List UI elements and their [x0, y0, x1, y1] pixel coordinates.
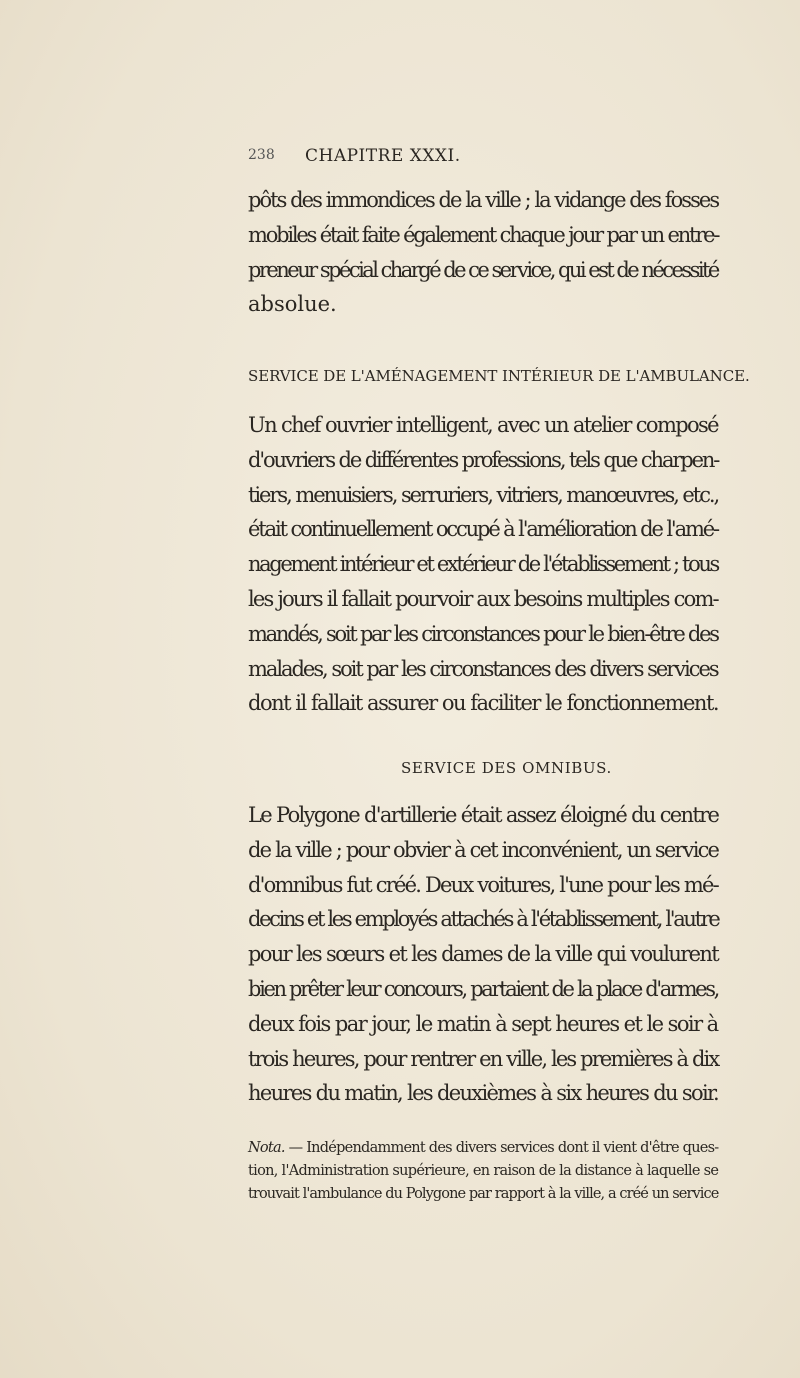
text-line: decins et les employés attachés à l'établissement, l'autre	[248, 907, 719, 932]
text-line: malades, soit par les circonstances des divers services	[248, 656, 718, 681]
footnote-text: — Indépendamment des divers services dont il vient d'être ques-	[284, 1140, 719, 1156]
text-line: mandés, soit par les circonstances pour le bien-être des	[248, 621, 718, 646]
text-line: d'omnibus fut créé. Deux voitures, l'une pour les mé-	[248, 872, 718, 897]
text-line: preneur spécial chargé de ce service, qui est de nécessité	[248, 257, 718, 282]
footnote-line: trouvait l'ambulance du Polygone par rapport à la ville, a créé un service	[248, 1186, 719, 1202]
footnote-label: Nota.	[248, 1140, 285, 1156]
footnote-line	[248, 1137, 718, 1160]
text-line: nagement intérieur et extérieur de l'établissement ; tous	[248, 552, 718, 577]
text-line: dont il fallait assurer ou faciliter le fonctionnement.	[248, 691, 719, 716]
footnote-nota	[248, 1137, 718, 1206]
paragraph-amenagement	[248, 408, 718, 721]
text-line: Un chef ouvrier intelligent, avec un atelier composé	[248, 413, 718, 437]
text-line: deux fois par jour, le matin à sept heures et le soir à	[248, 1011, 718, 1036]
section-heading-amenagement: SERVICE DE L'AMÉNAGEMENT INTÉRIEUR DE L'AMBULANCE.	[248, 367, 750, 385]
text-line: pôts des immondices de la ville ; la vidange des fosses	[248, 188, 719, 212]
text-line: trois heures, pour rentrer en ville, les premières à dix	[248, 1046, 719, 1071]
text-line: les jours il fallait pourvoir aux besoins multiples com-	[248, 586, 718, 611]
footnote-line: tion, l'Administration supérieure, en raison de la distance à laquelle se	[248, 1163, 719, 1179]
text-line: d'ouvriers de différentes professions, tels que charpen-	[248, 447, 719, 472]
text-line: bien prêter leur concours, partaient de la place d'armes,	[248, 976, 718, 1001]
page-number: 238	[248, 147, 275, 163]
text-line: heures du matin, les deuxièmes à six heures du soir.	[248, 1081, 719, 1106]
text-line: était continuellement occupé à l'amélioration de l'amé-	[248, 517, 719, 542]
paragraph-omnibus	[248, 798, 718, 1111]
text-line: de la ville ; pour obvier à cet inconvénient, un service	[248, 837, 719, 862]
text-line: absolue.	[248, 292, 337, 317]
text-line: tiers, menuisiers, serruriers, vitriers, manœuvres, etc.,	[248, 482, 719, 507]
text-line: mobiles était faite également chaque jour par un entre-	[248, 222, 719, 247]
section-heading-omnibus: SERVICE DES OMNIBUS.	[401, 759, 612, 777]
text-line: pour les sœurs et les dames de la ville qui voulurent	[248, 942, 719, 967]
running-head: CHAPITRE XXXI.	[305, 146, 461, 166]
paragraph-immondices	[248, 183, 718, 322]
text-line: Le Polygone d'artillerie était assez éloigné du centre	[248, 803, 719, 827]
